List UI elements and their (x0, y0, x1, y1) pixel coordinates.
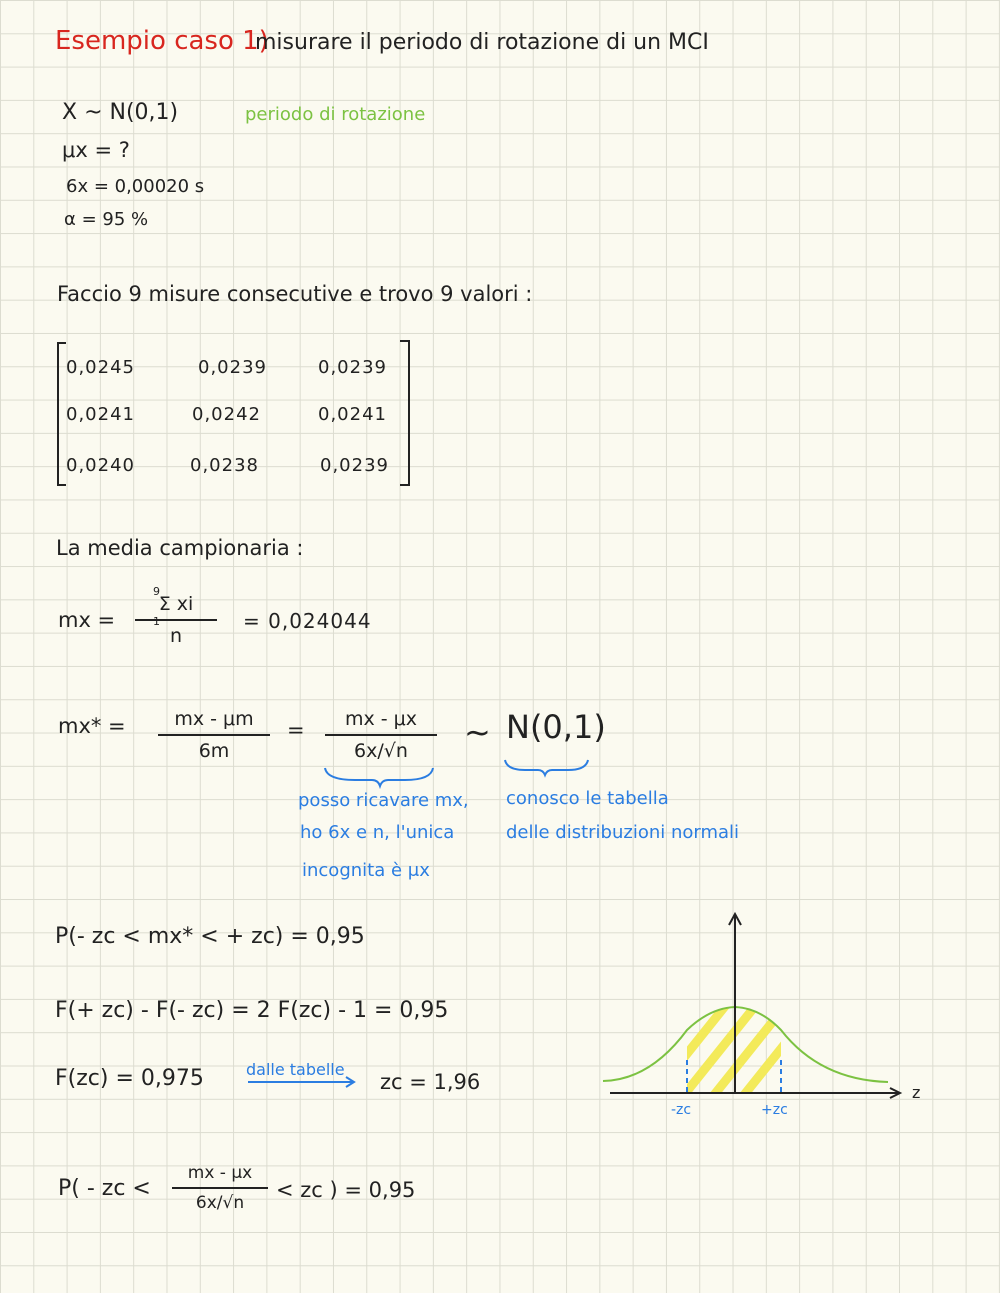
matrix-cell: 0,0240 (66, 455, 135, 476)
matrix-cell: 0,0238 (190, 455, 259, 476)
standardized-fraction-1 (158, 708, 270, 762)
final-numerator: mx - μx (172, 1163, 268, 1189)
graph-axis-label: z (912, 1083, 921, 1102)
final-lhs: P( - zc < (58, 1176, 151, 1201)
mean-fraction (134, 593, 218, 647)
note-left-3: incognita è μx (302, 860, 430, 881)
standardized-fraction-2 (325, 708, 437, 762)
example-title: Esempio caso 1) (55, 26, 269, 56)
standardized-tilde: ~ (464, 713, 491, 751)
note-left-1: posso ricavare mx, (298, 790, 469, 811)
probability-line-1: P(- zc < mx* < + zc) = 0,95 (55, 924, 365, 949)
mean-result: = 0,024044 (243, 609, 372, 633)
graph-pos-zc: +zc (761, 1102, 788, 1118)
mu-line: μx = ? (62, 138, 130, 162)
sum-lower-bound: 1 (153, 615, 160, 628)
note-right-2: delle distribuzioni normali (506, 822, 740, 843)
matrix-cell: 0,0239 (198, 357, 267, 378)
example-subtitle: misurare il periodo di rotazione di un MCI (255, 30, 709, 55)
distribution-line: X ~ N(0,1) (62, 100, 179, 125)
bell-curve (603, 1007, 888, 1082)
sample-mean-label: La media campionaria : (56, 536, 304, 560)
mean-lhs: mx = (58, 608, 116, 632)
frac1-denominator: 6m (198, 740, 230, 762)
matrix-cell: 0,0239 (320, 455, 389, 476)
graph-neg-zc: -zc (671, 1102, 692, 1118)
sigma-line: 6x = 0,00020 s (66, 176, 205, 197)
final-fraction (172, 1163, 268, 1213)
alpha-line: α = 95 % (64, 209, 149, 230)
standardized-dist: N(0,1) (506, 708, 606, 746)
note-right-1: conosco le tabella (506, 788, 669, 809)
measures-intro: Faccio 9 misure consecutive e trovo 9 valori : (57, 282, 533, 306)
matrix-cell: 0,0241 (66, 404, 135, 425)
arrow-label: dalle tabelle (246, 1060, 345, 1079)
frac2-numerator: mx - μx (325, 708, 437, 736)
mean-numerator: Σ xi (135, 593, 217, 621)
standardized-equals: = (287, 718, 305, 742)
frac1-numerator: mx - μm (158, 708, 270, 736)
distribution-note: periodo di rotazione (245, 104, 426, 125)
standardized-lhs: mx* = (58, 714, 126, 738)
probability-line-3-left: F(zc) = 0,975 (55, 1066, 204, 1091)
probability-line-2: F(+ zc) - F(- zc) = 2 F(zc) - 1 = 0,95 (55, 998, 449, 1023)
mean-denominator: n (169, 625, 183, 647)
matrix-cell: 0,0245 (66, 357, 135, 378)
matrix-cell: 0,0242 (192, 404, 261, 425)
final-denominator: 6x/√n (195, 1193, 245, 1213)
matrix-cell: 0,0239 (318, 357, 387, 378)
matrix-cell: 0,0241 (318, 404, 387, 425)
probability-line-3-right: zc = 1,96 (380, 1070, 481, 1094)
final-rhs: < zc ) = 0,95 (276, 1178, 416, 1202)
note-left-2: ho 6x e n, l'unica (300, 822, 455, 843)
frac2-denominator: 6x/√n (354, 740, 408, 762)
sum-upper-bound: 9 (153, 585, 160, 598)
